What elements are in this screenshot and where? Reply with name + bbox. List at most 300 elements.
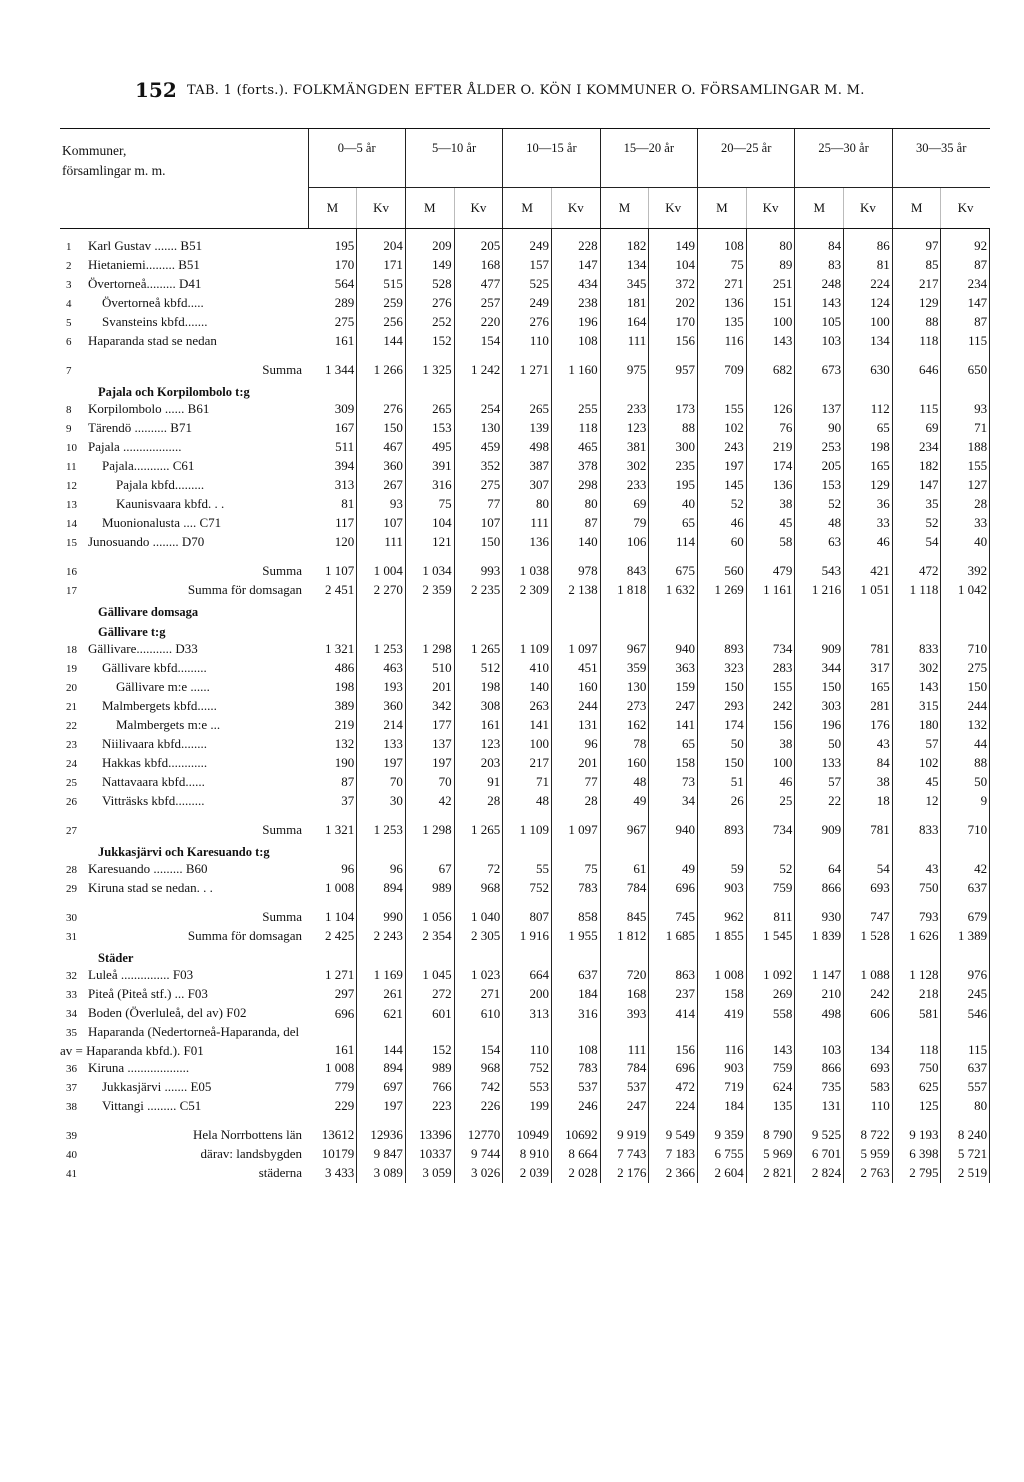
value-female: 465	[551, 438, 600, 457]
spacer-row	[60, 811, 990, 821]
value-female: 8 664	[551, 1145, 600, 1164]
value-female: 968	[454, 879, 503, 898]
table-row	[60, 773, 990, 792]
value-female: 115	[941, 332, 990, 351]
empty-cell	[698, 380, 747, 400]
value-male: 342	[405, 697, 454, 716]
row-label-cell	[60, 1078, 308, 1097]
value-male: 160	[600, 754, 649, 773]
value-female: 171	[357, 256, 406, 275]
value-female: 205	[454, 228, 503, 256]
empty-cell	[844, 620, 893, 640]
row-label: Gällivare kbfd.........	[102, 659, 207, 675]
value-male: 63	[795, 533, 844, 552]
value-female: 168	[454, 256, 503, 275]
empty-cell	[454, 946, 503, 966]
value-female: 12936	[357, 1126, 406, 1145]
value-male: 495	[405, 438, 454, 457]
value-female: 693	[844, 879, 893, 898]
spacer-cell	[551, 351, 600, 361]
value-male: 150	[698, 678, 747, 697]
value-male: 272	[405, 985, 454, 1004]
row-label: Karl Gustav ....... B51	[88, 237, 203, 253]
value-female: 112	[844, 400, 893, 419]
value-female: 173	[649, 400, 698, 419]
value-male: 139	[503, 419, 552, 438]
row-label-cell	[60, 332, 308, 351]
female-column-header: Kv	[941, 187, 990, 228]
value-female: 198	[454, 678, 503, 697]
spacer-cell	[503, 811, 552, 821]
value-female: 275	[941, 659, 990, 678]
value-male: 845	[600, 908, 649, 927]
value-female: 281	[844, 697, 893, 716]
female-column-header: Kv	[649, 187, 698, 228]
value-male: 486	[308, 659, 357, 678]
spacer-cell	[405, 811, 454, 821]
value-female: 1 051	[844, 581, 893, 600]
value-female: 124	[844, 294, 893, 313]
value-female: 134	[844, 332, 893, 351]
value-male: 1 147	[795, 966, 844, 985]
value-female: 193	[357, 678, 406, 697]
name-col-line2: församlingar m. m.	[62, 163, 166, 178]
value-male: 196	[795, 716, 844, 735]
value-male: 52	[892, 514, 941, 533]
value-female: 392	[941, 562, 990, 581]
empty-cell	[892, 946, 941, 966]
value-male: 315	[892, 697, 941, 716]
value-female: 72	[454, 860, 503, 879]
value-male: 387	[503, 457, 552, 476]
row-label-cell	[60, 1145, 308, 1164]
spacer-cell	[941, 811, 990, 821]
row-label: Summa för domsagan	[187, 927, 302, 943]
value-female: 637	[941, 1059, 990, 1078]
value-male: 60	[698, 533, 747, 552]
value-female: 283	[746, 659, 795, 678]
value-female: 91	[454, 773, 503, 792]
empty-cell	[600, 946, 649, 966]
value-male: 1 008	[308, 1059, 357, 1078]
value-female: 512	[454, 659, 503, 678]
table-row	[60, 640, 990, 659]
value-female: 621	[357, 1004, 406, 1023]
value-female: 8 240	[941, 1126, 990, 1145]
empty-cell	[746, 840, 795, 860]
value-male: 147	[892, 476, 941, 495]
value-female: 261	[357, 985, 406, 1004]
value-male: 297	[308, 985, 357, 1004]
value-male: 750	[892, 879, 941, 898]
value-male: 1 118	[892, 581, 941, 600]
value-male: 133	[795, 754, 844, 773]
spacer-cell	[551, 552, 600, 562]
value-female: 1 955	[551, 927, 600, 946]
value-male: 344	[795, 659, 844, 678]
age-group-header: 5—10 år	[405, 129, 502, 188]
table-row	[60, 1078, 990, 1097]
row-label: städerna	[258, 1164, 302, 1180]
value-female: 143	[746, 1023, 795, 1059]
female-column-header: Kv	[551, 187, 600, 228]
value-male: 1 216	[795, 581, 844, 600]
spacer-cell	[551, 811, 600, 821]
value-male: 116	[698, 332, 747, 351]
empty-cell	[746, 620, 795, 640]
table-title: TAB. 1 (forts.). FOLKMÄNGDEN EFTER ÅLDER O. KÖN I KOMMUNER O. FÖRSAMLINGAR M. M.	[187, 83, 865, 98]
value-female: 300	[649, 438, 698, 457]
table-row	[60, 533, 990, 552]
value-female: 1 042	[941, 581, 990, 600]
empty-cell	[941, 600, 990, 620]
value-female: 154	[454, 332, 503, 351]
row-label: Kiruna ...................	[88, 1059, 190, 1075]
value-male: 42	[405, 792, 454, 811]
row-label-cell	[60, 860, 308, 879]
spacer-cell	[308, 811, 357, 821]
value-female: 1 088	[844, 966, 893, 985]
row-label: Malmbergets kbfd......	[102, 697, 217, 713]
value-male: 601	[405, 1004, 454, 1023]
value-male: 1 321	[308, 640, 357, 659]
value-male: 9 919	[600, 1126, 649, 1145]
value-female: 65	[649, 514, 698, 533]
value-female: 87	[941, 256, 990, 275]
value-male: 105	[795, 313, 844, 332]
value-female: 10692	[551, 1126, 600, 1145]
value-male: 962	[698, 908, 747, 927]
section-heading: Jukkasjärvi och Karesuando t:g	[98, 844, 270, 859]
spacer-cell	[357, 811, 406, 821]
value-male: 80	[503, 495, 552, 514]
row-number: 8	[66, 403, 72, 416]
value-female: 88	[941, 754, 990, 773]
value-male: 720	[600, 966, 649, 985]
value-female: 65	[844, 419, 893, 438]
table-row	[60, 716, 990, 735]
value-female: 75	[551, 860, 600, 879]
value-female: 271	[454, 985, 503, 1004]
value-female: 5 969	[746, 1145, 795, 1164]
empty-cell	[941, 840, 990, 860]
row-label-cell	[60, 678, 308, 697]
empty-cell	[941, 946, 990, 966]
value-female: 80	[746, 228, 795, 256]
summary-row	[60, 1145, 990, 1164]
value-female: 2 243	[357, 927, 406, 946]
value-male: 833	[892, 640, 941, 659]
value-female: 77	[551, 773, 600, 792]
value-male: 394	[308, 457, 357, 476]
row-label: Summa	[262, 821, 302, 837]
empty-cell	[454, 620, 503, 640]
empty-cell	[454, 600, 503, 620]
value-female: 693	[844, 1059, 893, 1078]
value-male: 233	[600, 400, 649, 419]
value-female: 479	[746, 562, 795, 581]
value-female: 463	[357, 659, 406, 678]
value-female: 197	[357, 1097, 406, 1116]
section-heading-row	[60, 620, 990, 640]
spacer-cell	[795, 1116, 844, 1126]
row-label: Karesuando ......... B60	[88, 860, 208, 876]
spacer-cell	[698, 1116, 747, 1126]
value-female: 89	[746, 256, 795, 275]
empty-cell	[649, 840, 698, 860]
row-number: 11	[66, 460, 77, 473]
empty-cell	[698, 600, 747, 620]
value-male: 52	[698, 495, 747, 514]
value-female: 149	[649, 228, 698, 256]
spacer-cell	[649, 1116, 698, 1126]
value-male: 197	[405, 754, 454, 773]
value-male: 989	[405, 879, 454, 898]
value-female: 2 366	[649, 1164, 698, 1183]
value-male: 234	[892, 438, 941, 457]
empty-cell	[698, 620, 747, 640]
value-male: 184	[698, 1097, 747, 1116]
value-male: 302	[600, 457, 649, 476]
value-male: 161	[308, 332, 357, 351]
value-female: 44	[941, 735, 990, 754]
value-male: 153	[405, 419, 454, 438]
spacer-cell	[405, 351, 454, 361]
value-female: 734	[746, 821, 795, 840]
value-male: 581	[892, 1004, 941, 1023]
row-label-cell	[60, 966, 308, 985]
value-male: 903	[698, 879, 747, 898]
value-male: 2 309	[503, 581, 552, 600]
value-male: 345	[600, 275, 649, 294]
value-male: 223	[405, 1097, 454, 1116]
value-male: 43	[892, 860, 941, 879]
empty-cell	[649, 600, 698, 620]
value-male: 153	[795, 476, 844, 495]
value-female: 77	[454, 495, 503, 514]
value-female: 176	[844, 716, 893, 735]
value-female: 5 721	[941, 1145, 990, 1164]
spacer-cell	[503, 1116, 552, 1126]
value-female: 50	[941, 773, 990, 792]
female-column-header: Kv	[357, 187, 406, 228]
value-female: 151	[746, 294, 795, 313]
value-female: 2 519	[941, 1164, 990, 1183]
value-female: 759	[746, 879, 795, 898]
value-male: 198	[308, 678, 357, 697]
value-male: 6 398	[892, 1145, 941, 1164]
value-female: 242	[844, 985, 893, 1004]
empty-cell	[503, 946, 552, 966]
row-number: 16	[66, 565, 77, 578]
value-male: 125	[892, 1097, 941, 1116]
spacer-cell	[698, 552, 747, 562]
population-table	[60, 128, 990, 1183]
row-label: Muonionalusta .... C71	[102, 514, 222, 530]
empty-cell	[308, 600, 357, 620]
value-male: 106	[600, 533, 649, 552]
row-label: Luleå ............... F03	[88, 966, 194, 982]
value-female: 783	[551, 879, 600, 898]
empty-cell	[746, 946, 795, 966]
spacer-row	[60, 1116, 990, 1126]
table-body	[60, 228, 990, 1183]
female-column-header: Kv	[454, 187, 503, 228]
value-female: 451	[551, 659, 600, 678]
spacer-cell	[454, 1116, 503, 1126]
value-male: 903	[698, 1059, 747, 1078]
value-male: 217	[892, 275, 941, 294]
value-male: 252	[405, 313, 454, 332]
value-male: 162	[600, 716, 649, 735]
row-label: Tärendö .......... B71	[88, 419, 192, 435]
value-female: 197	[357, 754, 406, 773]
row-label-cell	[60, 275, 308, 294]
value-male: 3 433	[308, 1164, 357, 1183]
value-male: 553	[503, 1078, 552, 1097]
age-group-header: 0—5 år	[308, 129, 405, 188]
table-row	[60, 438, 990, 457]
row-label-cell	[60, 294, 308, 313]
spacer-cell	[405, 1116, 454, 1126]
value-male: 1 839	[795, 927, 844, 946]
value-male: 537	[600, 1078, 649, 1097]
page-number: 152	[135, 78, 177, 102]
spacer-cell	[795, 898, 844, 908]
value-male: 1 271	[503, 361, 552, 380]
value-female: 234	[941, 275, 990, 294]
row-number: 3	[66, 278, 72, 291]
value-female: 275	[454, 476, 503, 495]
empty-cell	[844, 600, 893, 620]
value-male: 57	[892, 735, 941, 754]
row-number: 10	[66, 441, 77, 454]
value-male: 472	[892, 562, 941, 581]
row-label: Övertorneå kbfd.....	[102, 294, 204, 310]
value-female: 990	[357, 908, 406, 927]
spacer-cell	[60, 351, 308, 361]
value-female: 781	[844, 821, 893, 840]
row-label: Summa för domsagan	[187, 581, 302, 597]
row-label-cell	[60, 716, 308, 735]
value-female: 42	[941, 860, 990, 879]
value-female: 147	[551, 256, 600, 275]
value-female: 54	[844, 860, 893, 879]
empty-cell	[600, 620, 649, 640]
value-female: 244	[941, 697, 990, 716]
value-female: 147	[941, 294, 990, 313]
value-male: 302	[892, 659, 941, 678]
male-column-header: M	[600, 187, 649, 228]
value-male: 129	[892, 294, 941, 313]
value-female: 9	[941, 792, 990, 811]
value-male: 137	[795, 400, 844, 419]
value-male: 1 034	[405, 562, 454, 581]
value-female: 1 242	[454, 361, 503, 380]
table-row	[60, 294, 990, 313]
value-male: 96	[308, 860, 357, 879]
value-male: 83	[795, 256, 844, 275]
value-male: 13612	[308, 1126, 357, 1145]
table-row	[60, 332, 990, 351]
summary-row	[60, 361, 990, 380]
value-female: 783	[551, 1059, 600, 1078]
value-female: 108	[551, 1023, 600, 1059]
value-male: 84	[795, 228, 844, 256]
value-male: 1 325	[405, 361, 454, 380]
empty-cell	[892, 380, 941, 400]
row-label: Haparanda (Nedertorneå-Haparanda, del av = Haparanda kbfd.). F01	[60, 1023, 300, 1058]
value-male: 210	[795, 985, 844, 1004]
value-male: 61	[600, 860, 649, 879]
row-number: 37	[66, 1081, 77, 1094]
value-female: 747	[844, 908, 893, 927]
value-male: 528	[405, 275, 454, 294]
value-female: 251	[746, 275, 795, 294]
row-label: Malmbergets m:e ...	[116, 716, 221, 732]
value-female: 1 685	[649, 927, 698, 946]
value-female: 140	[551, 533, 600, 552]
value-female: 5 959	[844, 1145, 893, 1164]
value-female: 52	[746, 860, 795, 879]
value-male: 199	[503, 1097, 552, 1116]
summary-row	[60, 927, 990, 946]
value-female: 781	[844, 640, 893, 659]
value-male: 893	[698, 640, 747, 659]
row-label-cell	[60, 400, 308, 419]
value-female: 203	[454, 754, 503, 773]
male-column-header: M	[698, 187, 747, 228]
row-label: Korpilombolo ...... B61	[88, 400, 210, 416]
value-female: 363	[649, 659, 698, 678]
empty-cell	[405, 380, 454, 400]
value-female: 100	[746, 754, 795, 773]
value-female: 84	[844, 754, 893, 773]
empty-cell	[746, 380, 795, 400]
spacer-cell	[892, 898, 941, 908]
row-number: 20	[66, 681, 77, 694]
value-female: 2 235	[454, 581, 503, 600]
row-number: 39	[66, 1129, 77, 1142]
value-male: 149	[405, 256, 454, 275]
value-male: 57	[795, 773, 844, 792]
value-male: 323	[698, 659, 747, 678]
value-female: 858	[551, 908, 600, 927]
value-female: 30	[357, 792, 406, 811]
spacer-cell	[60, 898, 308, 908]
value-male: 1 109	[503, 821, 552, 840]
value-male: 48	[795, 514, 844, 533]
value-male: 1 818	[600, 581, 649, 600]
value-male: 90	[795, 419, 844, 438]
value-female: 36	[844, 495, 893, 514]
row-label: Jukkasjärvi ....... E05	[102, 1078, 212, 1094]
empty-cell	[795, 946, 844, 966]
value-male: 123	[600, 419, 649, 438]
value-female: 126	[746, 400, 795, 419]
value-female: 257	[454, 294, 503, 313]
empty-cell	[405, 620, 454, 640]
value-female: 136	[746, 476, 795, 495]
value-female: 1 023	[454, 966, 503, 985]
section-heading-row	[60, 840, 990, 860]
value-female: 679	[941, 908, 990, 927]
section-heading: Pajala och Korpilombolo t:g	[98, 384, 250, 399]
value-male: 498	[503, 438, 552, 457]
spacer-cell	[503, 898, 552, 908]
value-female: 515	[357, 275, 406, 294]
value-male: 209	[405, 228, 454, 256]
